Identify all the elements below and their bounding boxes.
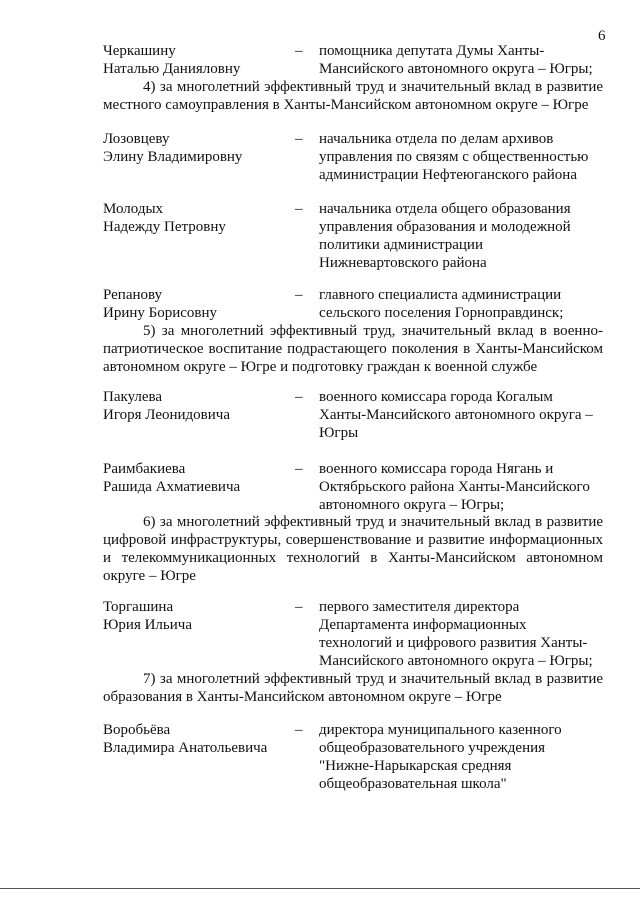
surname: Молодых xyxy=(103,201,164,217)
position-line: сельского поселения Горноправдинск; xyxy=(319,305,564,321)
recipient-name xyxy=(103,130,293,166)
recipient-position xyxy=(319,460,609,514)
paragraph-line: округе – Югре xyxy=(103,568,196,584)
dash-separator: – xyxy=(295,722,303,738)
paragraph-line: 7) за многолетний эффективный труд и значительный вклад в развитие xyxy=(143,671,603,687)
position-line: начальника отдела общего образования xyxy=(319,201,571,217)
recipient-position xyxy=(319,721,609,793)
dash-separator: – xyxy=(295,201,303,217)
given-names: Ирину Борисовну xyxy=(103,305,218,321)
dash-separator: – xyxy=(295,389,303,405)
dash-separator: – xyxy=(295,131,303,147)
award-category-paragraph xyxy=(103,78,603,114)
paragraph-line: и телекоммуникационных технологий в Ханты-Мансийском автономном xyxy=(103,550,603,566)
recipient-name xyxy=(103,42,293,78)
position-line: военного комиссара города Когалым xyxy=(319,389,553,405)
surname: Лозовцеву xyxy=(103,131,170,147)
award-category-paragraph xyxy=(103,322,603,376)
surname: Торгашина xyxy=(103,599,174,615)
paragraph-line: цифровой инфраструктуры, совершенствование и развитие информационных xyxy=(103,532,603,548)
surname: Раимбакиева xyxy=(103,461,186,477)
recipient-position xyxy=(319,42,609,78)
page-number: 6 xyxy=(598,28,606,44)
position-line: "Нижне-Нарыкарская средняя xyxy=(319,758,512,774)
recipient-name xyxy=(103,286,293,322)
surname: Воробьёва xyxy=(103,722,171,738)
dash-separator: – xyxy=(295,599,303,615)
recipient-name xyxy=(103,598,293,634)
paragraph-line: местного самоуправления в Ханты-Мансийском автономном округе – Югре xyxy=(103,97,589,113)
recipient-position xyxy=(319,388,609,442)
dash-separator: – xyxy=(295,287,303,303)
position-line: начальника отдела по делам архивов xyxy=(319,131,554,147)
given-names: Элину Владимировну xyxy=(103,149,243,165)
position-line: управления образования и молодежной xyxy=(319,219,571,235)
position-line: первого заместителя директора xyxy=(319,599,520,615)
position-line: Мансийского автономного округа – Югры; xyxy=(319,61,593,77)
given-names: Надежду Петровну xyxy=(103,219,226,235)
given-names: Игоря Леонидовича xyxy=(103,407,230,423)
position-line: помощника депутата Думы Ханты- xyxy=(319,43,545,59)
paragraph-line: автономном округе – Югре и подготовку граждан к военной службе xyxy=(103,359,538,375)
position-line: главного специалиста администрации xyxy=(319,287,562,303)
position-line: Департамента информационных xyxy=(319,617,527,633)
recipient-position xyxy=(319,598,609,670)
dash-separator: – xyxy=(295,461,303,477)
position-line: военного комиссара города Нягань и xyxy=(319,461,554,477)
given-names: Рашида Ахматиевича xyxy=(103,479,241,495)
award-category-paragraph xyxy=(103,513,603,585)
recipient-name xyxy=(103,388,293,424)
position-line: технологий и цифрового развития Ханты- xyxy=(319,635,588,651)
paragraph-line: образования в Ханты-Мансийском автономном округе – Югре xyxy=(103,689,502,705)
position-line: Нижневартовского района xyxy=(319,255,487,271)
surname: Черкашину xyxy=(103,43,176,59)
position-line: общеобразовательного учреждения xyxy=(319,740,546,756)
given-names: Наталью Данияловну xyxy=(103,61,241,77)
recipient-name xyxy=(103,460,293,496)
given-names: Юрия Ильича xyxy=(103,617,192,633)
paragraph-line: патриотическое воспитание подрастающего поколения в Ханты-Мансийском xyxy=(103,341,603,357)
position-line: Ханты-Мансийского автономного округа – xyxy=(319,407,593,423)
position-line: администрации Нефтеюганского района xyxy=(319,167,577,183)
position-line: Октябрьского района Ханты-Мансийского xyxy=(319,479,590,495)
position-line: автономного округа – Югры; xyxy=(319,497,505,513)
recipient-position xyxy=(319,200,609,272)
recipient-name xyxy=(103,200,293,236)
dash-separator: – xyxy=(295,43,303,59)
position-line: Югры xyxy=(319,425,359,441)
surname: Репанову xyxy=(103,287,163,303)
recipient-position xyxy=(319,286,609,322)
position-line: политики администрации xyxy=(319,237,483,253)
position-line: Мансийского автономного округа – Югры; xyxy=(319,653,593,669)
award-category-paragraph xyxy=(103,670,603,706)
surname: Пакулева xyxy=(103,389,163,405)
given-names: Владимира Анатольевича xyxy=(103,740,268,756)
recipient-position xyxy=(319,130,609,184)
position-line: управления по связям с общественностью xyxy=(319,149,589,165)
paragraph-line: 4) за многолетний эффективный труд и значительный вклад в развитие xyxy=(143,79,603,95)
paragraph-line: 5) за многолетний эффективный труд, значительный вклад в военно- xyxy=(143,323,603,339)
paragraph-line: 6) за многолетний эффективный труд и значительный вклад в развитие xyxy=(143,514,603,530)
position-line: директора муниципального казенного xyxy=(319,722,562,738)
page-bottom-rule xyxy=(0,888,640,889)
recipient-name xyxy=(103,721,293,757)
position-line: общеобразовательная школа" xyxy=(319,776,507,792)
